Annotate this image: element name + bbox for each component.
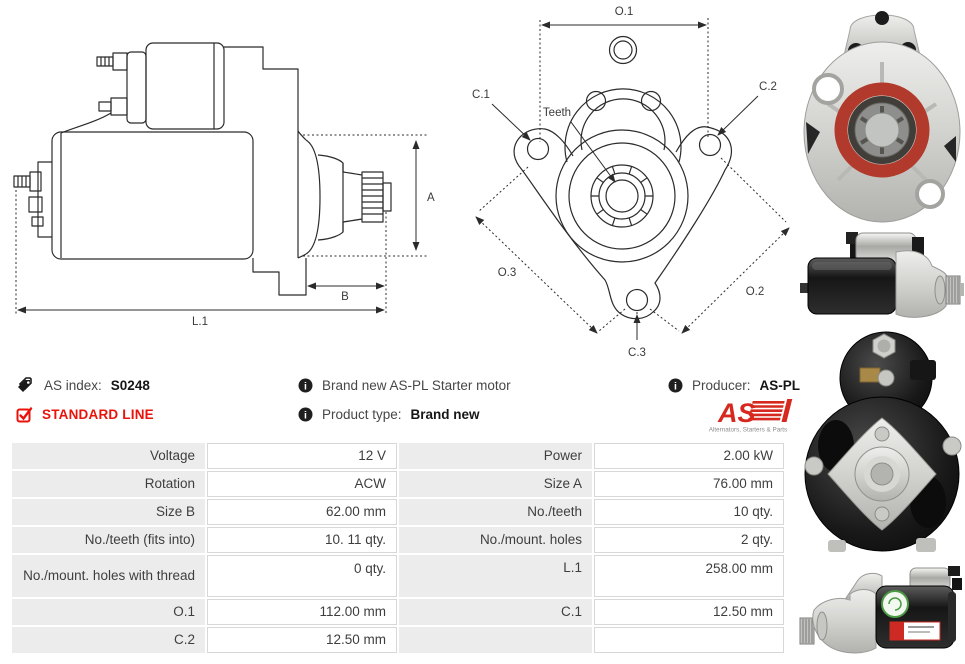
spec-label-cell: No./mount. holes with thread	[12, 555, 205, 597]
spec-value-cell: ACW	[207, 471, 397, 497]
spec-value-cell: 12 V	[207, 443, 397, 469]
green-sticker	[882, 591, 908, 617]
spec-value-cell: 76.00 mm	[594, 471, 784, 497]
standard-line-row	[16, 405, 154, 424]
spec-label-cell: Size B	[12, 499, 205, 525]
dim-b-label: B	[341, 291, 349, 303]
side-view-drawing	[0, 0, 440, 340]
front-view-drawing	[445, 0, 805, 362]
bracket-outer-arc	[565, 89, 681, 162]
info-icon	[298, 407, 313, 422]
as-index-row	[16, 376, 154, 395]
spec-value-cell: 258.00 mm	[594, 555, 784, 597]
dim-c2-label: C.2	[759, 81, 777, 93]
as-pl-logo	[698, 396, 794, 434]
info-icon	[298, 378, 313, 393]
brand-new-text: Brand new AS-PL Starter motor	[322, 378, 511, 393]
mount-hole-c3	[627, 290, 648, 311]
dim-o3-line	[476, 217, 597, 333]
as-index-label: AS index:	[44, 378, 102, 393]
spec-label-cell: C.1	[399, 599, 592, 625]
product-photo-rear	[798, 326, 965, 558]
spec-label-cell: Rotation	[12, 471, 205, 497]
dim-c2-leader	[718, 96, 758, 135]
svg-text:i: i	[304, 380, 307, 393]
svg-text:i: i	[304, 409, 307, 422]
spec-label-cell: L.1	[399, 555, 592, 597]
spec-label-cell: No./teeth (fits into)	[12, 527, 205, 553]
motor-body-outline	[52, 132, 253, 259]
producer-label: Producer:	[692, 378, 751, 393]
spec-label-cell: Voltage	[12, 443, 205, 469]
dim-o1-label: O.1	[614, 6, 634, 18]
product-type-value: Brand new	[410, 407, 480, 422]
spec-value-cell: 12.50 mm	[207, 627, 397, 653]
spec-value-cell: 62.00 mm	[207, 499, 397, 525]
tag-icon	[16, 377, 35, 394]
spec-label-cell: Size A	[399, 471, 592, 497]
spec-value-cell: 2 qty.	[594, 527, 784, 553]
producer-value: AS-PL	[759, 378, 801, 393]
mount-hole-c2	[700, 135, 721, 156]
dim-o2-label: O.2	[745, 286, 765, 298]
spec-label-cell: O.1	[12, 599, 205, 625]
spec-label-cell: No./teeth	[399, 499, 592, 525]
logo-text: AS	[718, 398, 756, 428]
drive-housing-outline	[224, 47, 298, 131]
dim-o2-line	[682, 228, 789, 333]
spec-value-cell	[594, 627, 784, 653]
product-photo-side	[798, 228, 965, 325]
spec-value-cell: 112.00 mm	[207, 599, 397, 625]
checkbox-icon	[16, 406, 33, 423]
flange-ear-hole	[917, 181, 943, 207]
flange-ear-hole	[814, 75, 842, 103]
badge-column-middle	[298, 376, 511, 424]
mount-hole-c1	[528, 139, 549, 160]
spec-label-cell: C.2	[12, 627, 205, 653]
brand-new-row	[298, 376, 511, 395]
svg-text:i: i	[674, 380, 677, 393]
dim-c3-label: C.3	[628, 347, 646, 359]
as-index-value: S0248	[110, 378, 150, 393]
teeth-label: Teeth	[542, 107, 572, 119]
spec-table	[12, 443, 784, 653]
badge-column-left	[16, 376, 154, 424]
dim-c1-label: C.1	[472, 89, 490, 101]
spec-label-cell	[399, 627, 592, 653]
spec-value-cell: 2.00 kW	[594, 443, 784, 469]
spec-value-cell: 10 qty.	[594, 499, 784, 525]
gear-outline	[591, 165, 653, 227]
spec-value-cell: 0 qty.	[207, 555, 397, 597]
standard-line-label: STANDARD LINE	[42, 407, 154, 422]
product-type-label: Product type:	[322, 407, 402, 422]
spec-label-cell: Power	[399, 443, 592, 469]
solenoid-outline	[146, 43, 224, 129]
product-photo-side-2	[798, 560, 965, 660]
info-icon	[668, 378, 683, 393]
spec-value-cell: 12.50 mm	[594, 599, 784, 625]
dim-o3-label: O.3	[497, 267, 517, 279]
product-type-row	[298, 405, 511, 424]
dim-l1-label: L.1	[192, 316, 208, 328]
spec-value-cell: 10. 11 qty.	[207, 527, 397, 553]
product-photo-front	[798, 4, 965, 226]
logo-tagline: Alternators, Starters & Parts	[708, 426, 788, 434]
dim-c1-leader	[492, 104, 530, 140]
solenoid-cap-outline	[127, 52, 146, 123]
dim-a-label: A	[427, 192, 435, 204]
producer-row	[668, 376, 800, 395]
badge-column-right	[668, 376, 800, 395]
spec-label-cell: No./mount. holes	[399, 527, 592, 553]
